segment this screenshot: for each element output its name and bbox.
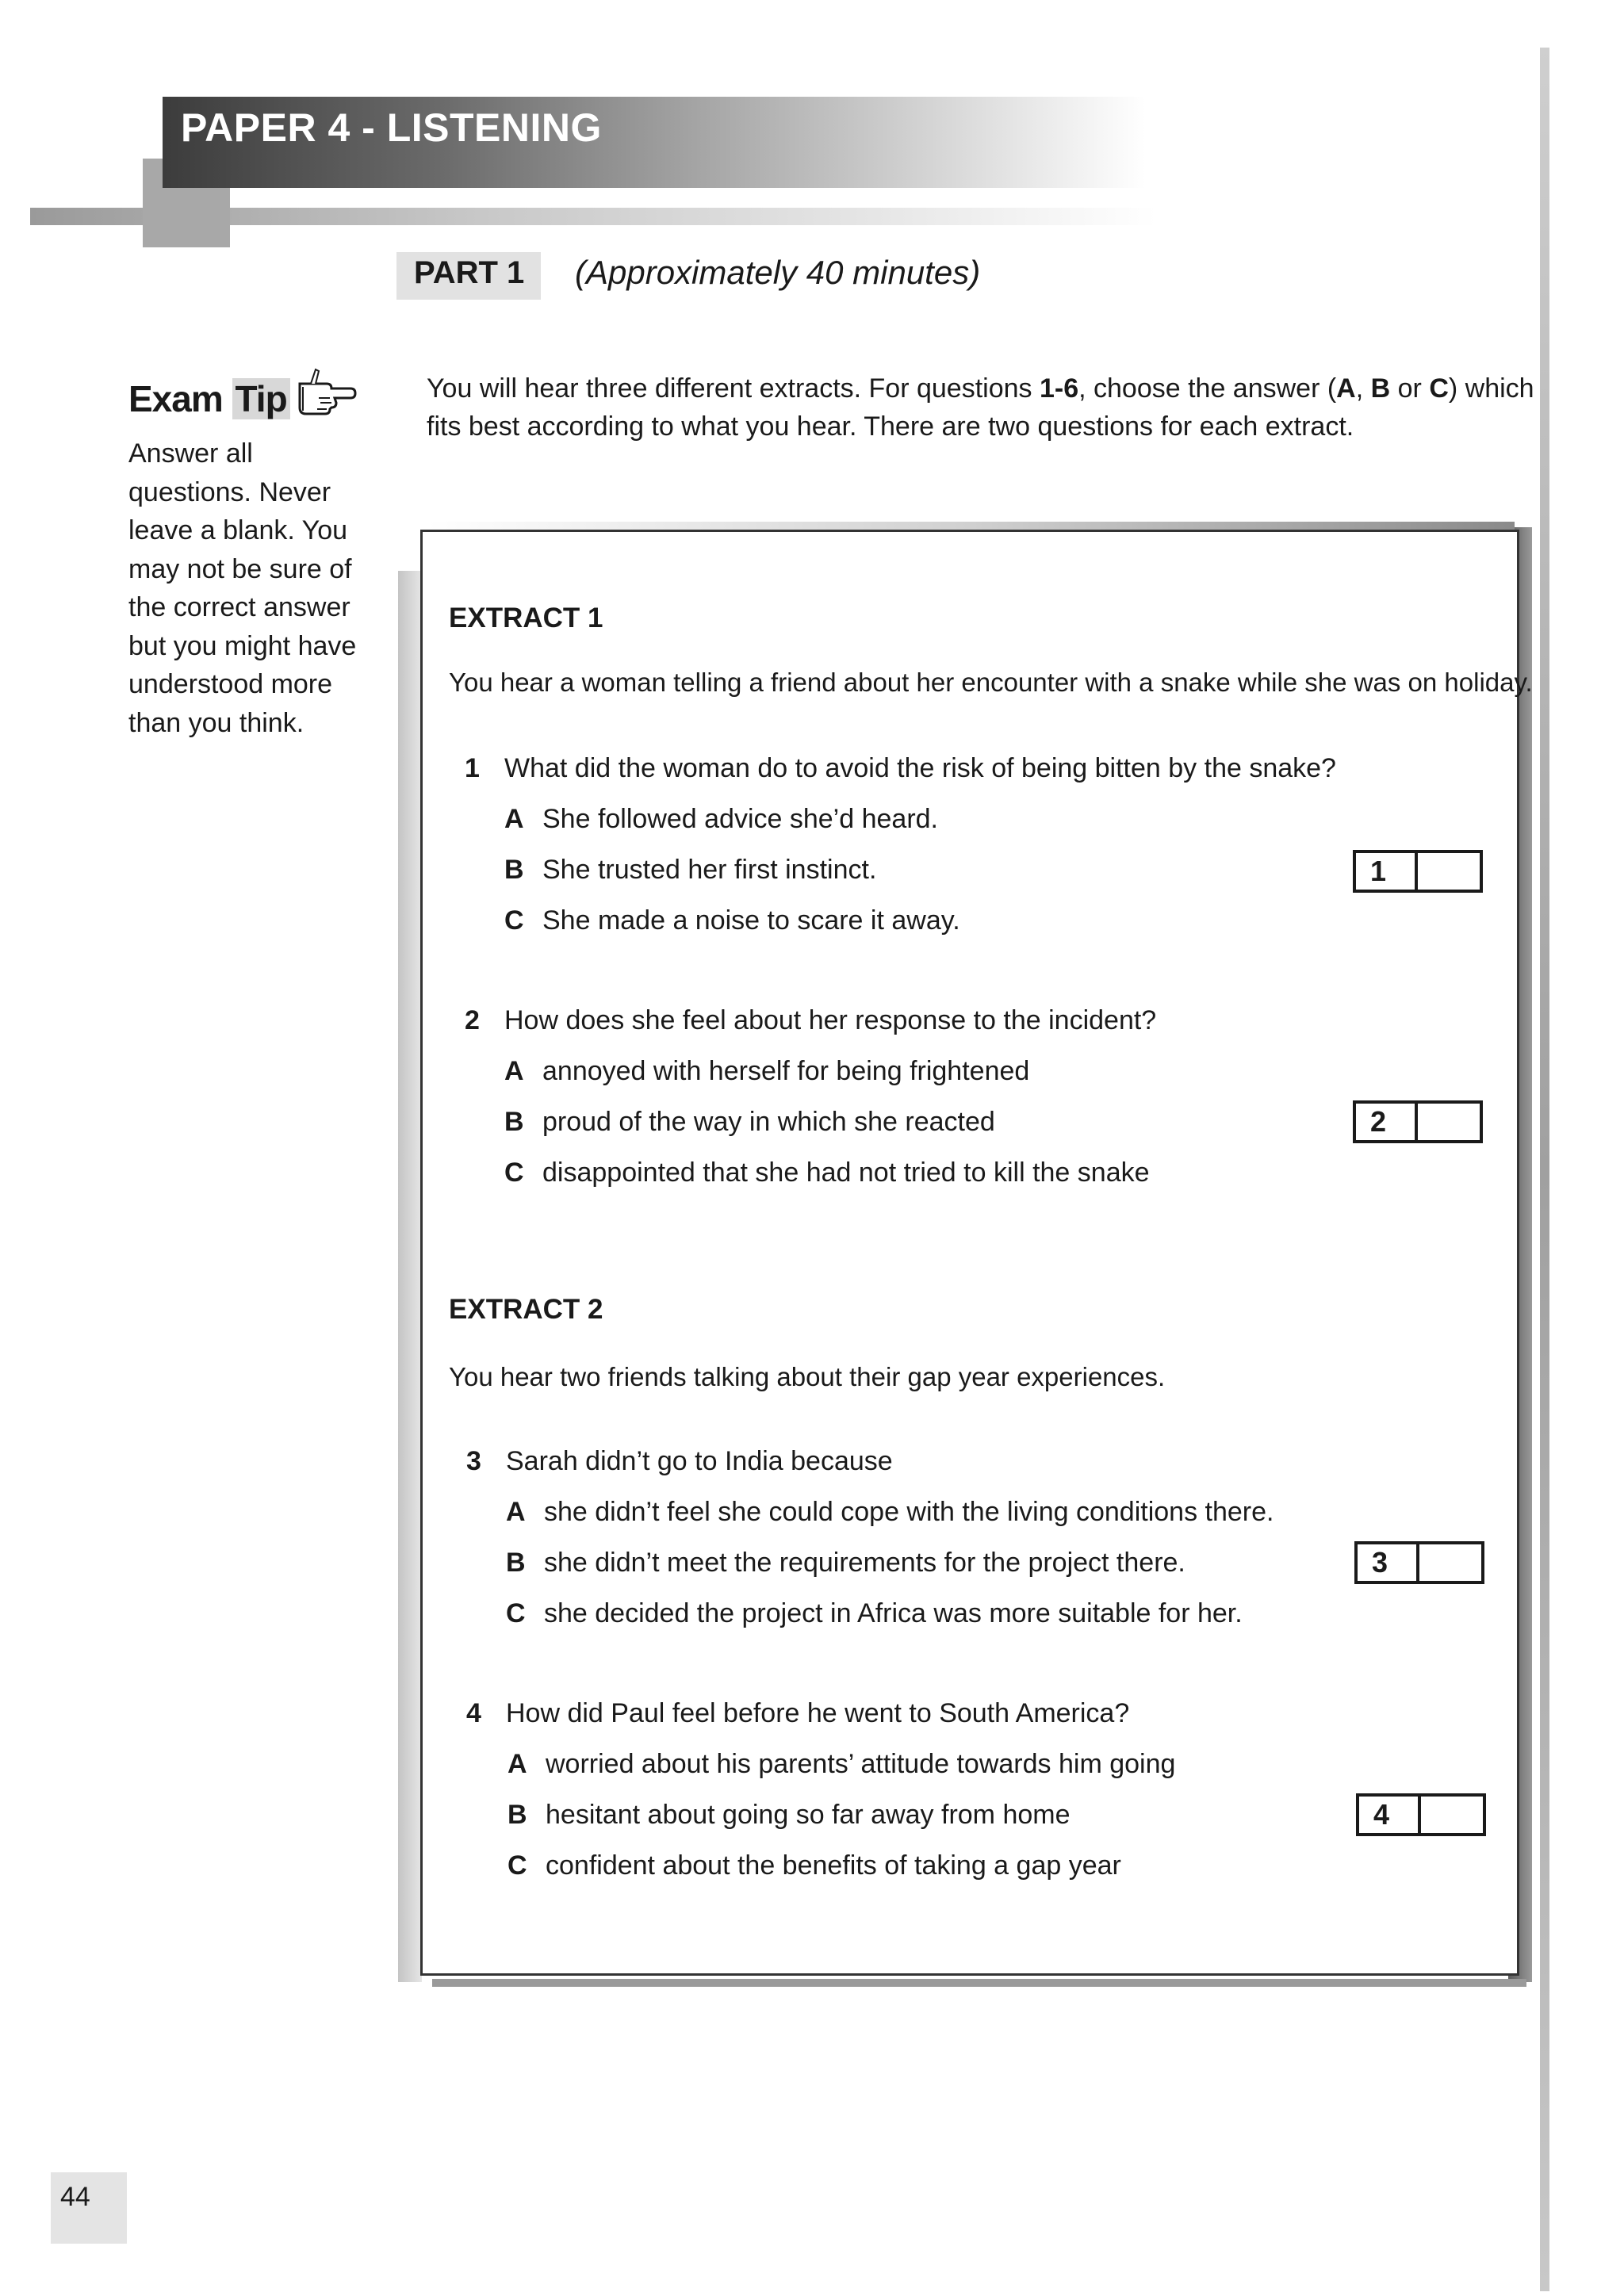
option-letter: B: [508, 1800, 527, 1830]
question-3: [466, 1446, 893, 1477]
question-1-option-c: [504, 905, 960, 936]
answer-box-label: 4: [1359, 1797, 1421, 1833]
question-2-option-c: [504, 1158, 1150, 1188]
extract-1-intro: You hear a woman telling a friend about her encounter with a snake while she was on holiday.: [449, 668, 1533, 697]
question-2: [465, 1005, 1156, 1036]
instructions-text-2: , choose the answer (: [1078, 373, 1337, 404]
option-text: worried about his parents’ attitude towards him going: [546, 1749, 1176, 1779]
answer-box-label: 1: [1356, 853, 1418, 890]
question-1-option-a: [504, 804, 938, 835]
option-letter: A: [508, 1749, 527, 1779]
option-text: She made a noise to scare it away.: [542, 905, 960, 936]
exam-tip-heading-word-exam: Exam: [128, 378, 232, 419]
question-4: [466, 1698, 1129, 1729]
question-4-option-b: [508, 1800, 1071, 1831]
question-text: How did Paul feel before he went to South America?: [506, 1698, 1130, 1728]
option-letter: C: [504, 905, 524, 936]
instructions-text-1: You will hear three different extracts. For questions: [427, 373, 1040, 404]
question-range: 1-6: [1039, 373, 1079, 404]
option-letter-c: C: [1429, 373, 1449, 404]
extract-1-title: EXTRACT 1: [449, 603, 603, 633]
instructions-separator: ,: [1355, 373, 1371, 404]
extract-2-intro: You hear two friends talking about their gap year experiences.: [449, 1362, 1166, 1391]
instructions-or: or: [1390, 373, 1430, 404]
answer-entry-field[interactable]: [1419, 1544, 1481, 1581]
pointing-hand-icon: [295, 366, 358, 422]
answer-box-2[interactable]: [1353, 1100, 1483, 1143]
option-text: disappointed that she had not tried to kill the snake: [542, 1158, 1150, 1188]
page-number: 44: [60, 2182, 90, 2212]
instructions-text-3: ) which fits best according to what you hear. There are two questions for each extract.: [427, 373, 1534, 442]
question-number: 1: [465, 753, 480, 783]
option-letter: C: [504, 1158, 524, 1188]
question-3-option-a: [506, 1497, 1274, 1528]
question-2-option-a: [504, 1056, 1029, 1087]
question-1: [465, 753, 1336, 784]
answer-box-1[interactable]: [1353, 850, 1483, 893]
part-time-note: (Approximately 40 minutes): [575, 254, 981, 291]
extract-2-title: EXTRACT 2: [449, 1294, 603, 1325]
answer-box-4[interactable]: [1356, 1793, 1486, 1836]
question-3-option-b: [506, 1548, 1185, 1578]
option-text: She followed advice she’d heard.: [542, 804, 938, 834]
option-letter: A: [506, 1497, 526, 1527]
option-text: She trusted her first instinct.: [542, 855, 877, 885]
option-letter: B: [504, 855, 524, 885]
option-letter: C: [508, 1850, 527, 1881]
question-4-option-c: [508, 1850, 1121, 1881]
answer-entry-field[interactable]: [1418, 1104, 1480, 1140]
option-text: hesitant about going so far away from home: [546, 1800, 1071, 1830]
question-number: 4: [466, 1698, 481, 1728]
exam-tip-heading: [128, 377, 290, 420]
question-4-option-a: [508, 1749, 1175, 1780]
question-box-shadow-left: [398, 571, 422, 1982]
question-text: How does she feel about her response to the incident?: [504, 1005, 1157, 1035]
option-text: she didn’t meet the requirements for the project there.: [544, 1548, 1185, 1578]
option-text: proud of the way in which she reacted: [542, 1107, 995, 1137]
part-label: PART 1: [414, 255, 525, 290]
question-3-option-c: [506, 1598, 1243, 1629]
exam-tip-heading-word-tip: Tip: [232, 378, 290, 419]
option-letter-a: A: [1336, 373, 1356, 404]
instructions: [427, 369, 1553, 446]
option-letter: B: [506, 1548, 526, 1578]
question-text: Sarah didn’t go to India because: [506, 1446, 893, 1476]
option-letter: C: [506, 1598, 526, 1628]
question-1-option-b: [504, 855, 876, 886]
question-text: What did the woman do to avoid the risk of being bitten by the snake?: [504, 753, 1336, 783]
question-box-shadow-bottom: [432, 1979, 1526, 1987]
answer-box-label: 3: [1358, 1544, 1419, 1581]
option-text: confident about the benefits of taking a gap year: [546, 1850, 1121, 1881]
question-2-option-b: [504, 1107, 995, 1138]
answer-entry-field[interactable]: [1418, 853, 1480, 890]
option-text: she decided the project in Africa was more suitable for her.: [544, 1598, 1243, 1628]
question-number: 3: [466, 1446, 481, 1476]
answer-box-label: 2: [1356, 1104, 1418, 1140]
question-number: 2: [465, 1005, 480, 1035]
option-letter-b: B: [1370, 373, 1391, 404]
paper-title: PAPER 4 - LISTENING: [181, 105, 602, 150]
answer-box-3[interactable]: [1354, 1541, 1484, 1584]
exam-tip-text: Answer all questions. Never leave a blank. You may not be sure of the correct answer but you might have understood more than you think.: [128, 438, 357, 738]
answer-entry-field[interactable]: [1421, 1797, 1483, 1833]
option-text: annoyed with herself for being frightened: [542, 1056, 1030, 1086]
option-letter: A: [504, 1056, 524, 1086]
option-letter: B: [504, 1107, 524, 1137]
option-text: she didn’t feel she could cope with the living conditions there.: [544, 1497, 1274, 1527]
option-letter: A: [504, 804, 524, 834]
